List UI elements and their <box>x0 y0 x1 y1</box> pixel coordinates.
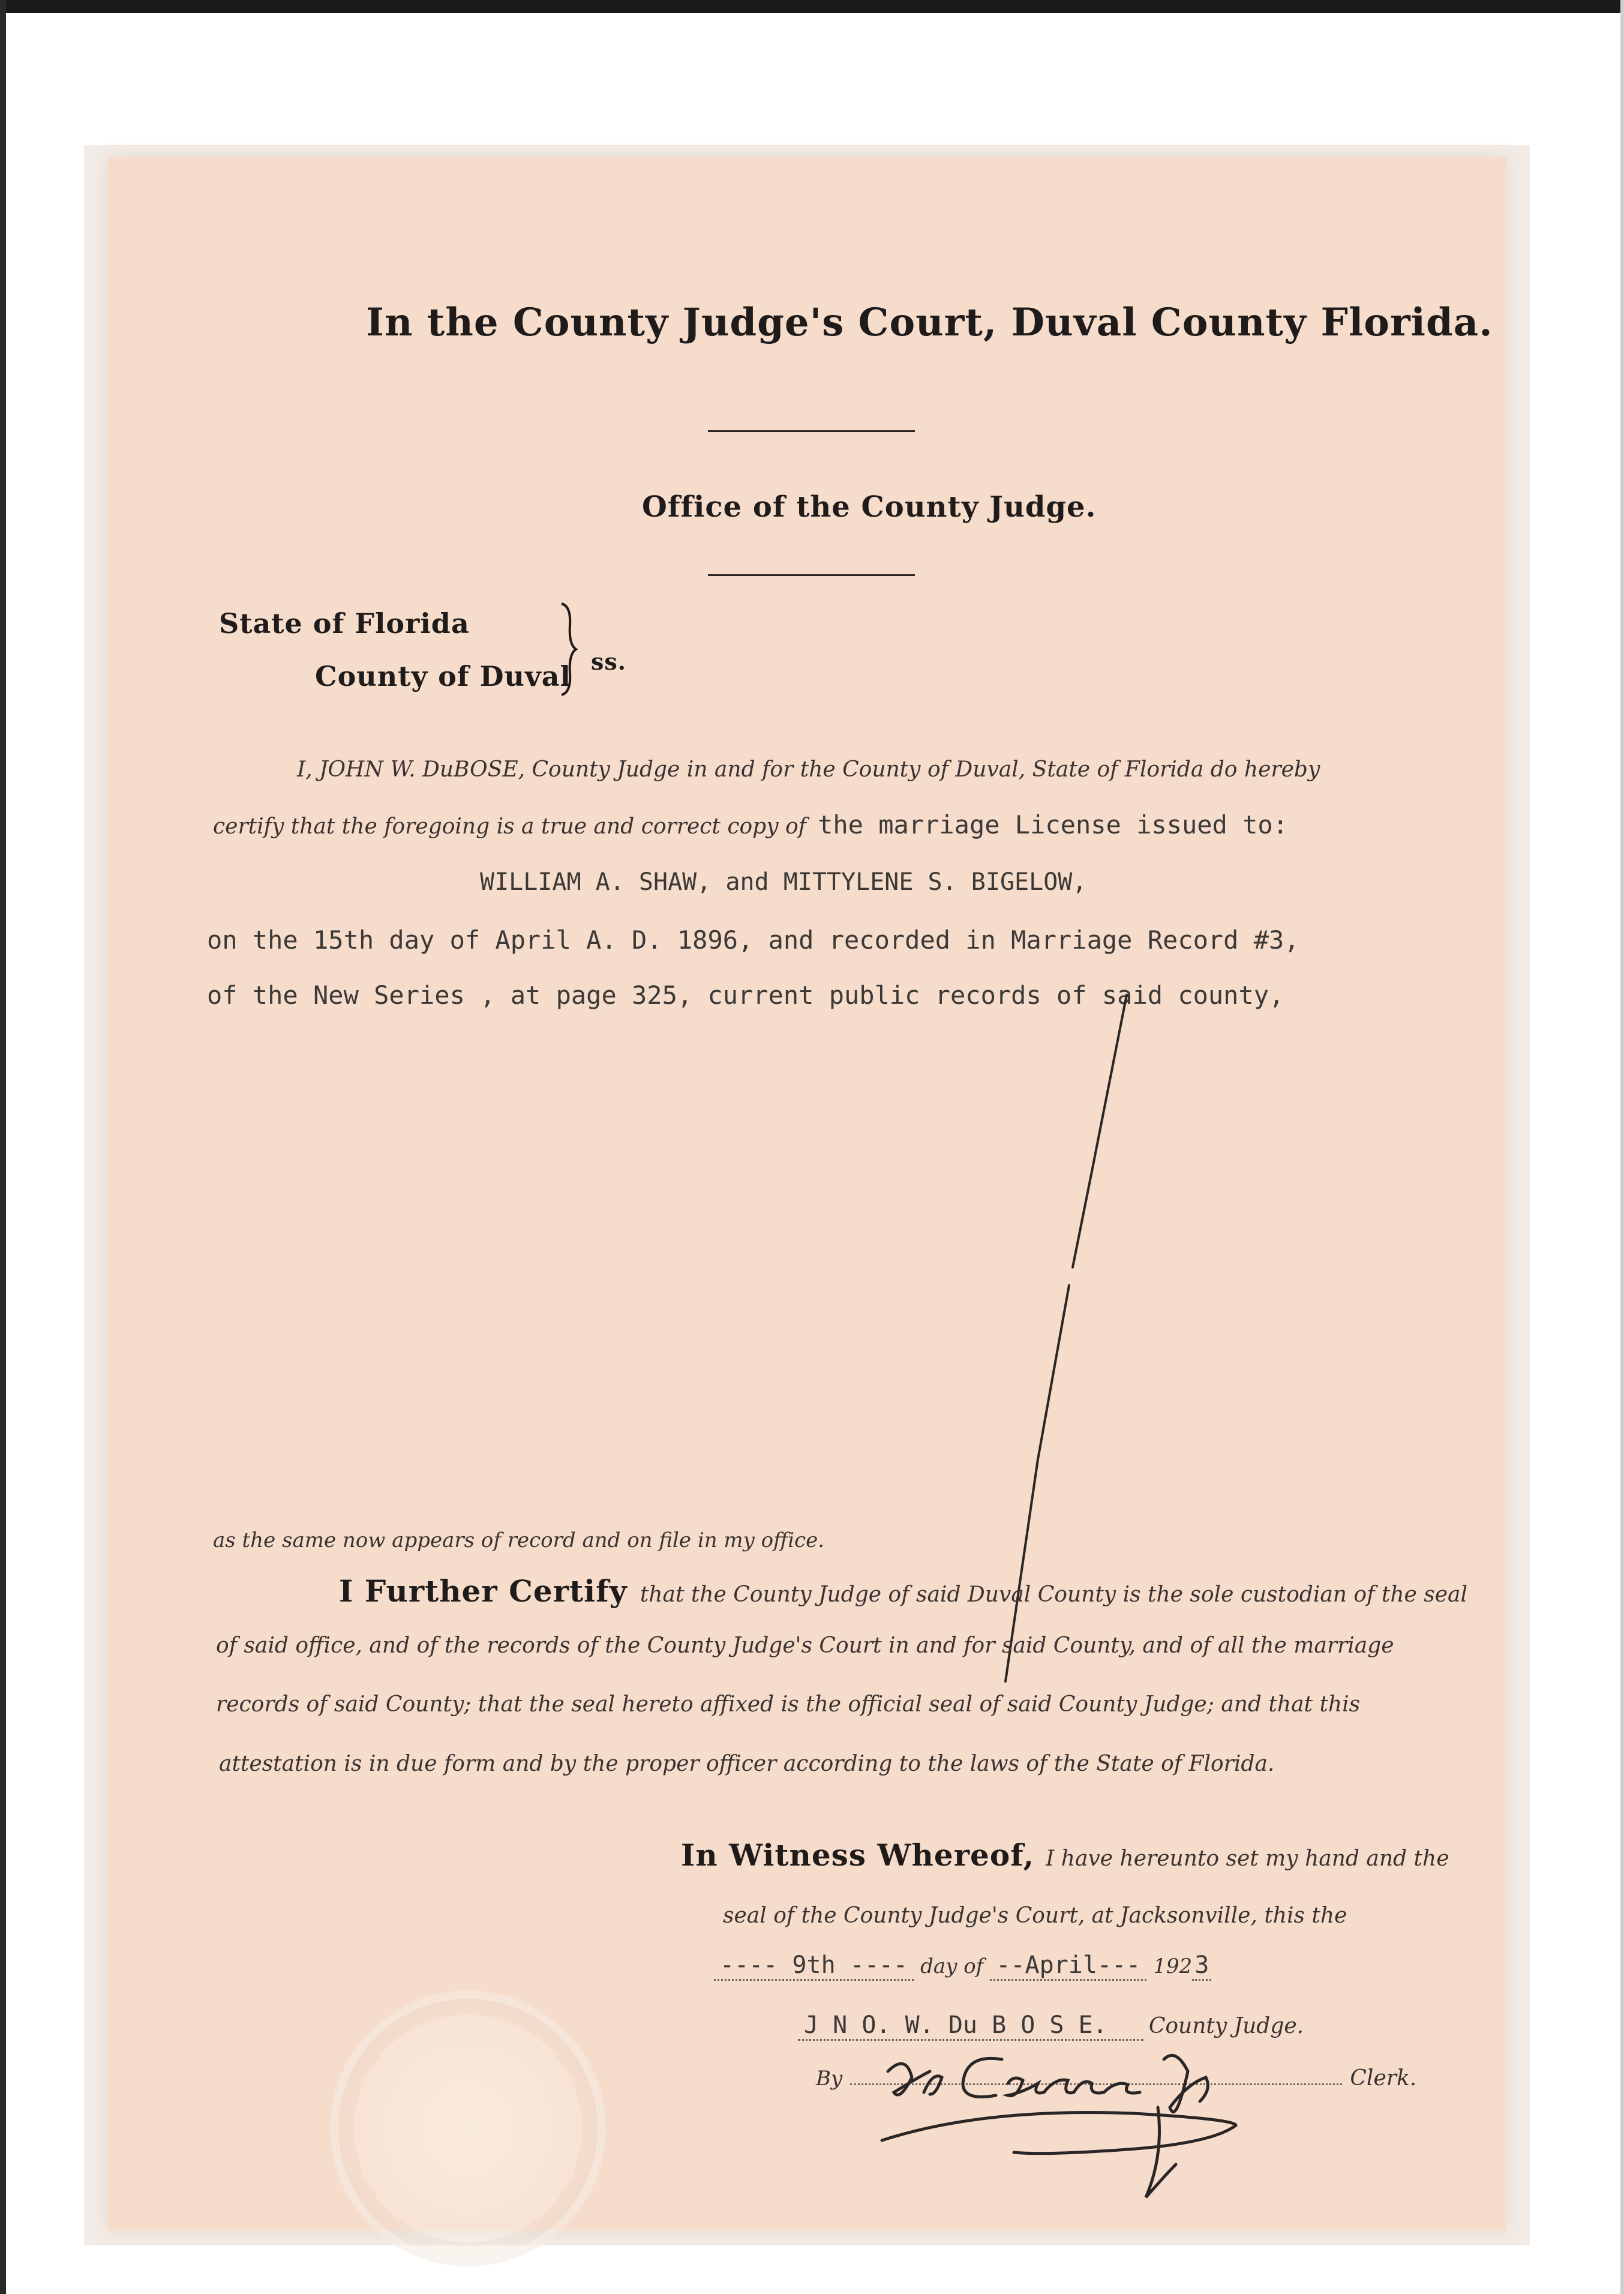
title-divider-top <box>708 430 915 432</box>
venue-county: County of Duval <box>315 660 572 692</box>
license-date-line: on the 15th day of April A. D. 1896, and recorded in Marriage Record #3, <box>207 925 1299 955</box>
embossed-court-seal <box>330 1990 606 2266</box>
further-certify-line-3: records of said County; that the seal hereto affixed is the official seal of said County Judge; and that this <box>216 1692 1361 1717</box>
witness-month: --April--- <box>990 1951 1146 1981</box>
further-certify-line-1 <box>339 1573 1467 1609</box>
office-title: Office of the County Judge. <box>642 490 1097 524</box>
clerk-title: Clerk. <box>1350 2066 1417 2091</box>
witness-text-1: I have hereunto set my hand and the <box>1046 1846 1449 1871</box>
title-divider-bottom <box>708 574 915 576</box>
record-series-line: of the New Series , at page 325, current public records of said county, <box>207 980 1284 1010</box>
certification-line-1: I, JOHN W. DuBOSE, County Judge in and for the County of Duval, State of Florida do hereby <box>297 757 1320 782</box>
further-certify-heading: I Further Certify <box>339 1573 628 1609</box>
by-label: By <box>816 2067 843 2091</box>
witness-date-line <box>714 1951 1211 1979</box>
scan-frame-top <box>0 0 1624 13</box>
witness-day-of: day of <box>920 1954 984 1978</box>
licensee-names: WILLIAM A. SHAW, and MITTYLENE S. BIGELOW, <box>480 868 1087 896</box>
scan-frame-right <box>1620 0 1624 2294</box>
venue-state: State of Florida <box>219 607 470 640</box>
witness-year-prefix: 192 <box>1153 1954 1193 1978</box>
further-certify-text-1: that the County Judge of said Duval County is the sole custodian of the seal <box>640 1582 1468 1607</box>
judge-title: County Judge. <box>1148 2014 1304 2038</box>
witness-year-suffix: 3 <box>1192 1951 1211 1981</box>
document-sheet <box>108 157 1506 2230</box>
witness-heading: In Witness Whereof, <box>681 1837 1035 1873</box>
certification-line-2 <box>213 810 1288 839</box>
witness-line-2: seal of the County Judge's Court, at Jacksonville, this the <box>723 1903 1347 1928</box>
certification-closing: as the same now appears of record and on file in my office. <box>213 1528 825 1552</box>
certification-line-2-typed: the marriage License issued to: <box>818 810 1288 839</box>
witness-day: ---- 9th ---- <box>714 1951 914 1981</box>
venue-brace <box>558 601 580 697</box>
further-certify-line-4: attestation is in due form and by the proper officer according to the laws of the State of Florida. <box>219 1752 1275 1776</box>
further-certify-line-2: of said office, and of the records of the County Judge's Court in and for said County, and of all the marriage <box>216 1633 1394 1658</box>
court-title: In the County Judge's Court, Duval County Florida. <box>366 300 1493 345</box>
clerk-handwritten-signature <box>864 2035 1296 2209</box>
venue-ss: ss. <box>591 648 627 675</box>
judge-typed-name: J N O. W. Du B O S E. <box>798 2011 1143 2041</box>
scan-frame-left <box>0 0 6 2294</box>
witness-line-1 <box>681 1837 1449 1873</box>
certification-line-2-printed: certify that the foregoing is a true and correct copy of <box>213 814 806 839</box>
